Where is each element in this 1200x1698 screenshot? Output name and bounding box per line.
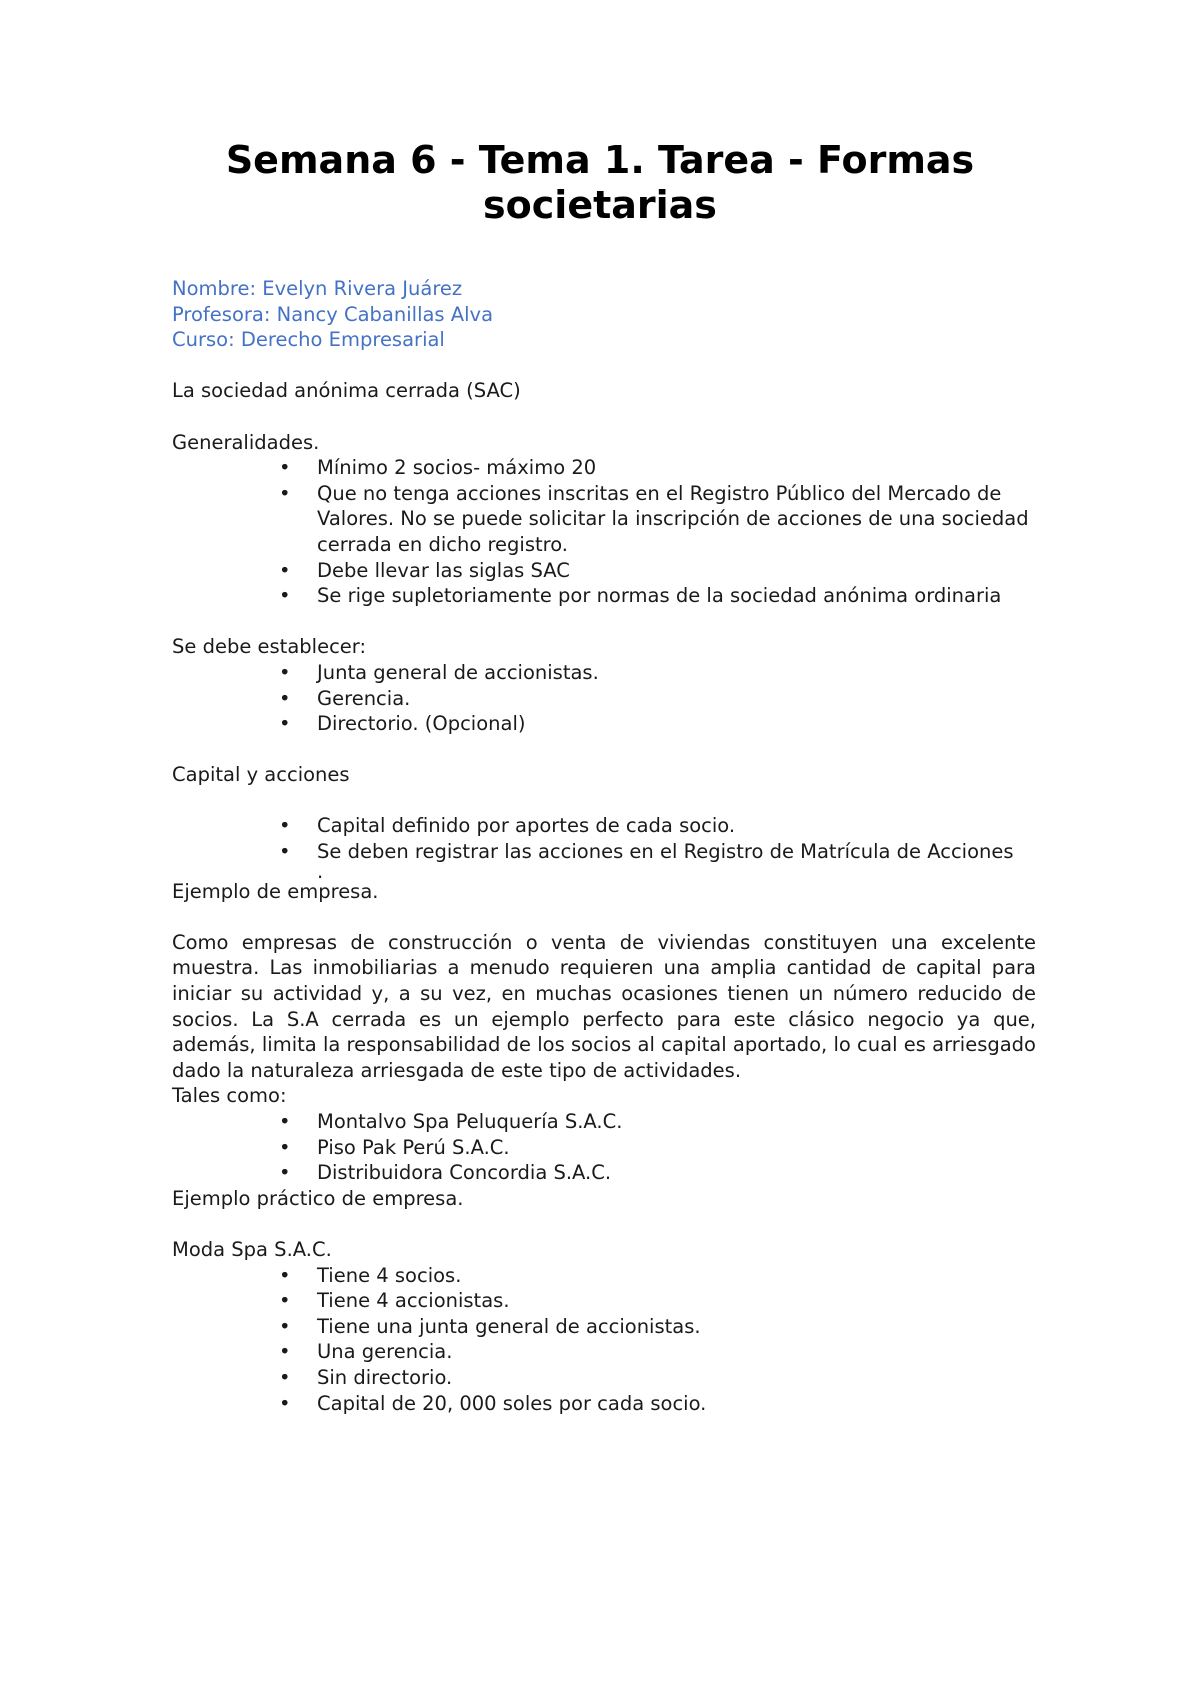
generalidades-heading: Generalidades.	[172, 430, 320, 454]
trailing-period: .	[317, 859, 324, 883]
bullet-icon: •	[279, 1314, 291, 1338]
list-item: • Tiene una junta general de accionistas.	[279, 1314, 701, 1338]
ejemplo-heading: Ejemplo de empresa.	[172, 879, 379, 903]
bullet-icon: •	[279, 1365, 291, 1389]
list-item: • Una gerencia.	[279, 1340, 453, 1364]
bullet-icon: •	[279, 712, 291, 736]
list-item: • Gerencia.	[279, 686, 411, 710]
ejemplo-paragraph: Como empresas de construcción o venta de viviendas constituyen una excelente muestra. Las inmobiliarias a menudo requieren una amplia cantidad de capital para iniciar su actividad y, a su vez, en muchas ocasiones tienen un número reducido de socios. La S.A cerrada es un ejemplo perfecto para este clásico negocio ya que, además, limita la responsabilidad de los socios al capital aportado, lo cual es arriesgado dado la naturaleza arriesgada de este tipo de actividades.	[172, 930, 1036, 1082]
list-item: • Montalvo Spa Peluquería S.A.C.	[279, 1110, 623, 1133]
list-item: • Directorio. (Opcional)	[279, 712, 526, 736]
document-body	[172, 276, 1036, 1416]
list-item: • Debe llevar las siglas SAC	[279, 558, 570, 582]
tales-como-label: Tales como:	[172, 1084, 287, 1108]
list-item: • Tiene 4 accionistas.	[279, 1289, 510, 1313]
capital-list	[172, 813, 1036, 864]
student-name: Nombre: Evelyn Rivera Juárez	[172, 277, 463, 300]
capital-heading: Capital y acciones	[172, 763, 350, 787]
list-item: • Tiene 4 socios.	[279, 1263, 462, 1287]
bullet-icon: •	[279, 1391, 291, 1415]
bullet-icon: •	[279, 584, 291, 608]
generalidades-list	[172, 455, 1036, 609]
list-item: • Capital definido por aportes de cada socio.	[279, 814, 736, 838]
bullet-icon: •	[279, 1110, 291, 1133]
bullet-icon: •	[279, 1289, 291, 1313]
bullet-icon: •	[279, 814, 291, 838]
bullet-icon: •	[279, 558, 291, 582]
bullet-icon: •	[279, 660, 291, 684]
bullet-icon: •	[279, 1263, 291, 1287]
list-item: • Piso Pak Perú S.A.C.	[279, 1135, 510, 1159]
bullet-icon: •	[279, 1340, 291, 1364]
bullet-icon: •	[279, 481, 291, 505]
list-item: • Capital de 20, 000 soles por cada socio.	[279, 1391, 707, 1415]
list-item: • Se rige supletoriamente por normas de la sociedad anónima ordinaria	[279, 584, 1002, 608]
bullet-icon: •	[279, 840, 291, 864]
list-item: • Sin directorio.	[279, 1365, 453, 1389]
moda-spa-list	[172, 1263, 1036, 1417]
ejemplo-practico-heading: Ejemplo práctico de empresa.	[172, 1186, 464, 1210]
list-item: • Se deben registrar las acciones en el Registro de Matrícula de Acciones	[279, 840, 1014, 864]
list-item: • Distribuidora Concordia S.A.C.	[279, 1161, 612, 1185]
bullet-icon: •	[279, 686, 291, 710]
section-title: La sociedad anónima cerrada (SAC)	[172, 379, 521, 403]
list-item: • Junta general de accionistas.	[279, 660, 599, 684]
list-item: • Que no tenga acciones inscritas en el Registro Público del Mercado de Valores. No se puede solicitar la inscripción de acciones de una sociedad cerrada en dicho registro.	[279, 481, 1029, 556]
bullet-icon: •	[279, 1135, 291, 1159]
bullet-icon: •	[279, 456, 291, 480]
company-name: Moda Spa S.A.C.	[172, 1237, 332, 1261]
document-title: Semana 6 - Tema 1. Tarea - Formas societarias	[225, 138, 975, 227]
course-name: Curso: Derecho Empresarial	[172, 328, 445, 352]
establecer-list	[172, 660, 1036, 737]
list-item: • Mínimo 2 socios- máximo 20	[279, 456, 597, 480]
establecer-heading: Se debe establecer:	[172, 635, 367, 659]
teacher-name: Profesora: Nancy Cabanillas Alva	[172, 302, 494, 326]
bullet-icon: •	[279, 1161, 291, 1185]
empresas-list	[172, 1109, 1036, 1186]
